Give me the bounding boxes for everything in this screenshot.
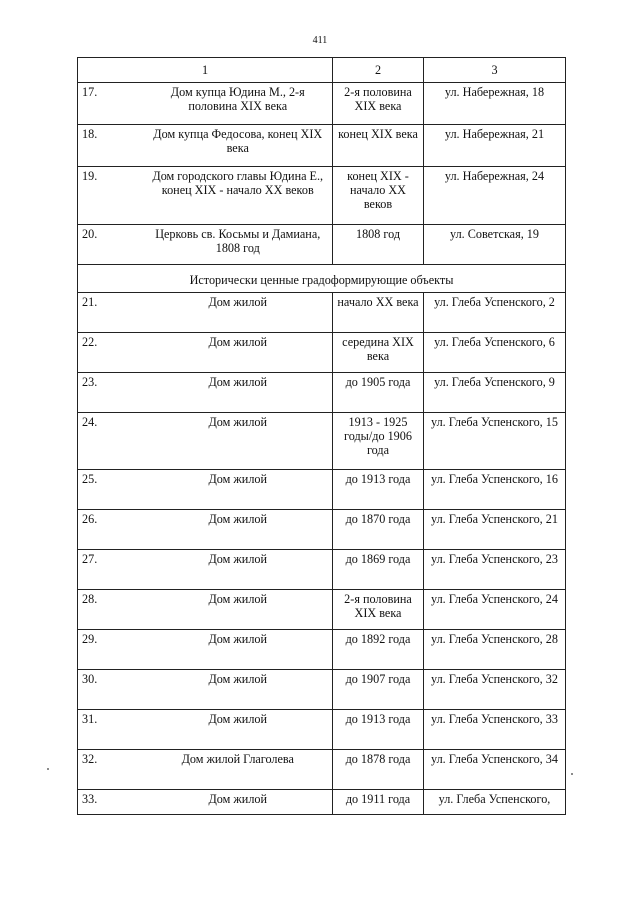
row-number: 33. <box>78 790 144 815</box>
object-date: 1913 - 1925 годы/до 1906 года <box>333 413 424 470</box>
object-name: Дом жилой <box>144 373 333 413</box>
table-row <box>78 630 566 670</box>
object-address: ул. Глеба Успенского, <box>424 790 566 815</box>
table-row <box>78 373 566 413</box>
row-number: 28. <box>78 590 144 630</box>
section-row <box>78 265 566 293</box>
row-number: 21. <box>78 293 144 333</box>
table-row <box>78 333 566 373</box>
row-number: 30. <box>78 670 144 710</box>
row-number: 19. <box>78 167 144 225</box>
object-name: Дом купца Федосова, конец XIX века <box>144 125 333 167</box>
object-address: ул. Набережная, 24 <box>424 167 566 225</box>
object-name: Дом жилой <box>144 590 333 630</box>
object-date: до 1878 года <box>333 750 424 790</box>
object-address: ул. Глеба Успенского, 6 <box>424 333 566 373</box>
scan-speck <box>571 773 573 775</box>
object-date: начало XX века <box>333 293 424 333</box>
table-row <box>78 590 566 630</box>
header-col-1: 1 <box>78 58 333 83</box>
section-title: Исторически ценные градоформирующие объекты <box>78 265 566 293</box>
object-date: 1808 год <box>333 225 424 265</box>
row-number: 31. <box>78 710 144 750</box>
object-date: до 1869 года <box>333 550 424 590</box>
object-address: ул. Набережная, 21 <box>424 125 566 167</box>
object-address: ул. Глеба Успенского, 34 <box>424 750 566 790</box>
row-number: 29. <box>78 630 144 670</box>
object-name: Дом жилой <box>144 550 333 590</box>
object-name: Церковь св. Косьмы и Дамиана, 1808 год <box>144 225 333 265</box>
object-date: конец XIX - начало XX веков <box>333 167 424 225</box>
table-row <box>78 710 566 750</box>
object-address: ул. Глеба Успенского, 16 <box>424 470 566 510</box>
monuments-table <box>77 57 566 815</box>
table-row <box>78 225 566 265</box>
object-address: ул. Глеба Успенского, 24 <box>424 590 566 630</box>
object-address: ул. Глеба Успенского, 2 <box>424 293 566 333</box>
object-name: Дом жилой <box>144 413 333 470</box>
object-name: Дом городского главы Юдина Е., конец XIX - начало XX веков <box>144 167 333 225</box>
object-date: 2-я половина XIX века <box>333 590 424 630</box>
object-name: Дом жилой <box>144 333 333 373</box>
row-number: 27. <box>78 550 144 590</box>
table-row <box>78 413 566 470</box>
table-row <box>78 510 566 550</box>
table-row <box>78 550 566 590</box>
object-date: до 1913 года <box>333 470 424 510</box>
row-number: 20. <box>78 225 144 265</box>
object-date: до 1870 года <box>333 510 424 550</box>
object-address: ул. Глеба Успенского, 21 <box>424 510 566 550</box>
table-row <box>78 790 566 815</box>
object-date: до 1892 года <box>333 630 424 670</box>
row-number: 26. <box>78 510 144 550</box>
object-name: Дом жилой <box>144 790 333 815</box>
object-date: середина XIX века <box>333 333 424 373</box>
row-number: 23. <box>78 373 144 413</box>
table-row <box>78 750 566 790</box>
row-number: 25. <box>78 470 144 510</box>
header-col-2: 2 <box>333 58 424 83</box>
object-date: до 1907 года <box>333 670 424 710</box>
object-address: ул. Глеба Успенского, 28 <box>424 630 566 670</box>
object-address: ул. Глеба Успенского, 15 <box>424 413 566 470</box>
object-address: ул. Глеба Успенского, 9 <box>424 373 566 413</box>
table-body <box>78 58 566 815</box>
table-row <box>78 293 566 333</box>
page-number: 411 <box>312 35 328 46</box>
header-col-3: 3 <box>424 58 566 83</box>
row-number: 32. <box>78 750 144 790</box>
row-number: 17. <box>78 83 144 125</box>
scan-speck <box>47 768 49 770</box>
table-row <box>78 167 566 225</box>
object-name: Дом жилой <box>144 710 333 750</box>
object-name: Дом купца Юдина М., 2-я половина XIX века <box>144 83 333 125</box>
object-date: конец XIX века <box>333 125 424 167</box>
object-date: до 1905 года <box>333 373 424 413</box>
object-address: ул. Глеба Успенского, 33 <box>424 710 566 750</box>
row-number: 24. <box>78 413 144 470</box>
row-number: 22. <box>78 333 144 373</box>
object-name: Дом жилой Глаголева <box>144 750 333 790</box>
object-date: до 1913 года <box>333 710 424 750</box>
object-name: Дом жилой <box>144 470 333 510</box>
object-name: Дом жилой <box>144 670 333 710</box>
object-address: ул. Советская, 19 <box>424 225 566 265</box>
object-date: до 1911 года <box>333 790 424 815</box>
table-row <box>78 125 566 167</box>
object-name: Дом жилой <box>144 510 333 550</box>
object-date: 2-я половина XIX века <box>333 83 424 125</box>
header-row <box>78 58 566 83</box>
table-row <box>78 670 566 710</box>
object-address: ул. Набережная, 18 <box>424 83 566 125</box>
object-address: ул. Глеба Успенского, 32 <box>424 670 566 710</box>
table-row <box>78 470 566 510</box>
table-row <box>78 83 566 125</box>
object-name: Дом жилой <box>144 293 333 333</box>
object-address: ул. Глеба Успенского, 23 <box>424 550 566 590</box>
row-number: 18. <box>78 125 144 167</box>
object-name: Дом жилой <box>144 630 333 670</box>
